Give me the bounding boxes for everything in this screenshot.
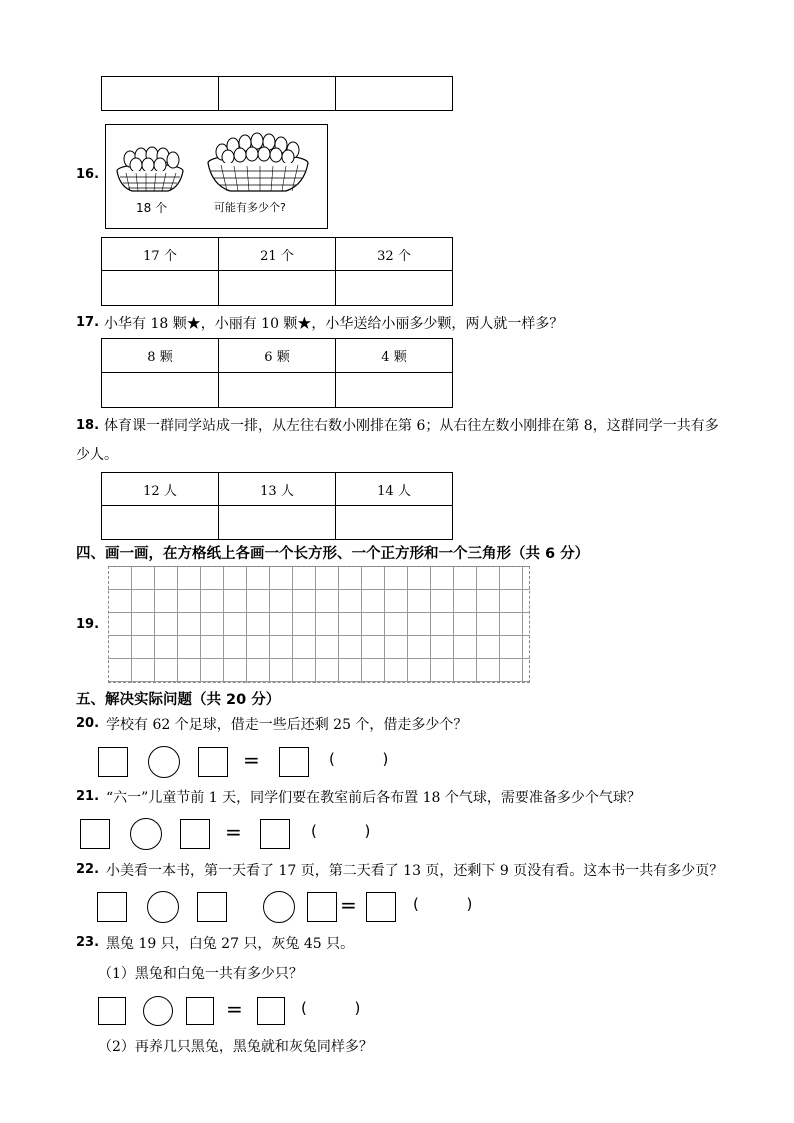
q17-options-table bbox=[101, 338, 453, 408]
question-number: 20. bbox=[76, 716, 100, 731]
answer-cell[interactable] bbox=[336, 373, 453, 408]
equals-sign: = bbox=[226, 997, 243, 1021]
section-heading: 五、解决实际问题（共 20 分） bbox=[76, 692, 281, 708]
question-text: 学校有 62 个足球，借走一些后还剩 25 个，借走多少个？ bbox=[106, 717, 468, 733]
question-label: 可能有多少个? bbox=[214, 201, 286, 214]
answer-cell[interactable] bbox=[336, 77, 453, 111]
large-basket-icon bbox=[208, 133, 308, 191]
option-label: 17 个 bbox=[102, 238, 219, 271]
option-label: 8 颗 bbox=[102, 339, 219, 373]
question-number: 19. bbox=[76, 617, 100, 632]
section-heading: 四、画一画，在方格纸上各画一个长方形、一个正方形和一个三角形（共 6 分） bbox=[76, 546, 590, 562]
equals-sign: = bbox=[225, 820, 242, 844]
drawing-grid[interactable] bbox=[108, 566, 530, 683]
equals-sign: = bbox=[340, 893, 357, 917]
operator-circle[interactable] bbox=[148, 746, 180, 778]
question-text: “六一”儿童节前 1 天，同学们要在教室前后各布置 18 个气球，需要准备多少个气球？ bbox=[106, 790, 641, 806]
number-box[interactable] bbox=[186, 997, 214, 1025]
number-box[interactable] bbox=[98, 747, 128, 777]
baskets-illustration bbox=[105, 124, 328, 229]
number-box[interactable] bbox=[80, 819, 110, 849]
question-number: 21. bbox=[76, 789, 100, 804]
sub-question-2: （2）再养几只黑兔，黑兔就和灰兔同样多？ bbox=[98, 1039, 373, 1055]
option-label: 6 颗 bbox=[219, 339, 336, 373]
answer-cell[interactable] bbox=[102, 373, 219, 408]
q16-options-table bbox=[101, 237, 453, 306]
number-box[interactable] bbox=[97, 892, 127, 922]
result-box[interactable] bbox=[366, 892, 396, 922]
unit-answer-paren[interactable]: ( ) bbox=[329, 750, 389, 768]
answer-cell[interactable] bbox=[102, 77, 219, 111]
question-text-line1: 体育课一群同学站成一排，从左往右数小刚排在第 6；从右往左数小刚排在第 8，这群同学一共有多 bbox=[104, 418, 719, 434]
result-box[interactable] bbox=[257, 997, 285, 1025]
question-text: 小华有 18 颗★，小丽有 10 颗★，小华送给小丽多少颗，两人就一样多？ bbox=[104, 316, 564, 332]
question-number: 17. bbox=[76, 315, 100, 330]
result-box[interactable] bbox=[279, 747, 309, 777]
option-label: 13 人 bbox=[219, 473, 336, 506]
option-label: 21 个 bbox=[219, 238, 336, 271]
answer-cell[interactable] bbox=[102, 271, 219, 306]
question-text: 黑兔 19 只，白兔 27 只，灰兔 45 只。 bbox=[106, 936, 355, 952]
option-label: 4 颗 bbox=[336, 339, 453, 373]
question-number: 23. bbox=[76, 935, 100, 950]
option-label: 12 人 bbox=[102, 473, 219, 506]
answer-cell[interactable] bbox=[336, 506, 453, 540]
unit-answer-paren[interactable]: ( ) bbox=[413, 895, 473, 913]
number-box[interactable] bbox=[197, 892, 227, 922]
small-basket-icon bbox=[117, 147, 183, 191]
question-number: 18. bbox=[76, 418, 100, 433]
operator-circle[interactable] bbox=[263, 891, 295, 923]
sub-question-1: （1）黑兔和白兔一共有多少只？ bbox=[98, 966, 303, 982]
unit-answer-paren[interactable]: ( ) bbox=[301, 999, 361, 1017]
question-number: 22. bbox=[76, 862, 100, 877]
number-box[interactable] bbox=[307, 892, 337, 922]
question-text: 小美看一本书，第一天看了 17 页，第二天看了 13 页，还剩下 9 页没有看。这本书一共有多少页？ bbox=[106, 863, 724, 879]
option-label: 14 人 bbox=[336, 473, 453, 506]
answer-cell[interactable] bbox=[336, 271, 453, 306]
answer-cell[interactable] bbox=[219, 77, 336, 111]
q15-answer-table bbox=[101, 76, 453, 111]
count-label: 18 个 bbox=[136, 201, 168, 215]
answer-cell[interactable] bbox=[219, 506, 336, 540]
option-label: 32 个 bbox=[336, 238, 453, 271]
result-box[interactable] bbox=[260, 819, 290, 849]
answer-cell[interactable] bbox=[102, 506, 219, 540]
q18-options-table bbox=[101, 472, 453, 540]
unit-answer-paren[interactable]: ( ) bbox=[311, 822, 371, 840]
answer-cell[interactable] bbox=[219, 373, 336, 408]
operator-circle[interactable] bbox=[130, 818, 162, 850]
question-number: 16. bbox=[76, 167, 100, 182]
number-box[interactable] bbox=[198, 747, 228, 777]
number-box[interactable] bbox=[180, 819, 210, 849]
equals-sign: = bbox=[243, 748, 260, 772]
question-text-line2: 少人。 bbox=[76, 447, 118, 463]
answer-cell[interactable] bbox=[219, 271, 336, 306]
operator-circle[interactable] bbox=[147, 891, 179, 923]
number-box[interactable] bbox=[98, 997, 126, 1025]
operator-circle[interactable] bbox=[143, 996, 173, 1026]
